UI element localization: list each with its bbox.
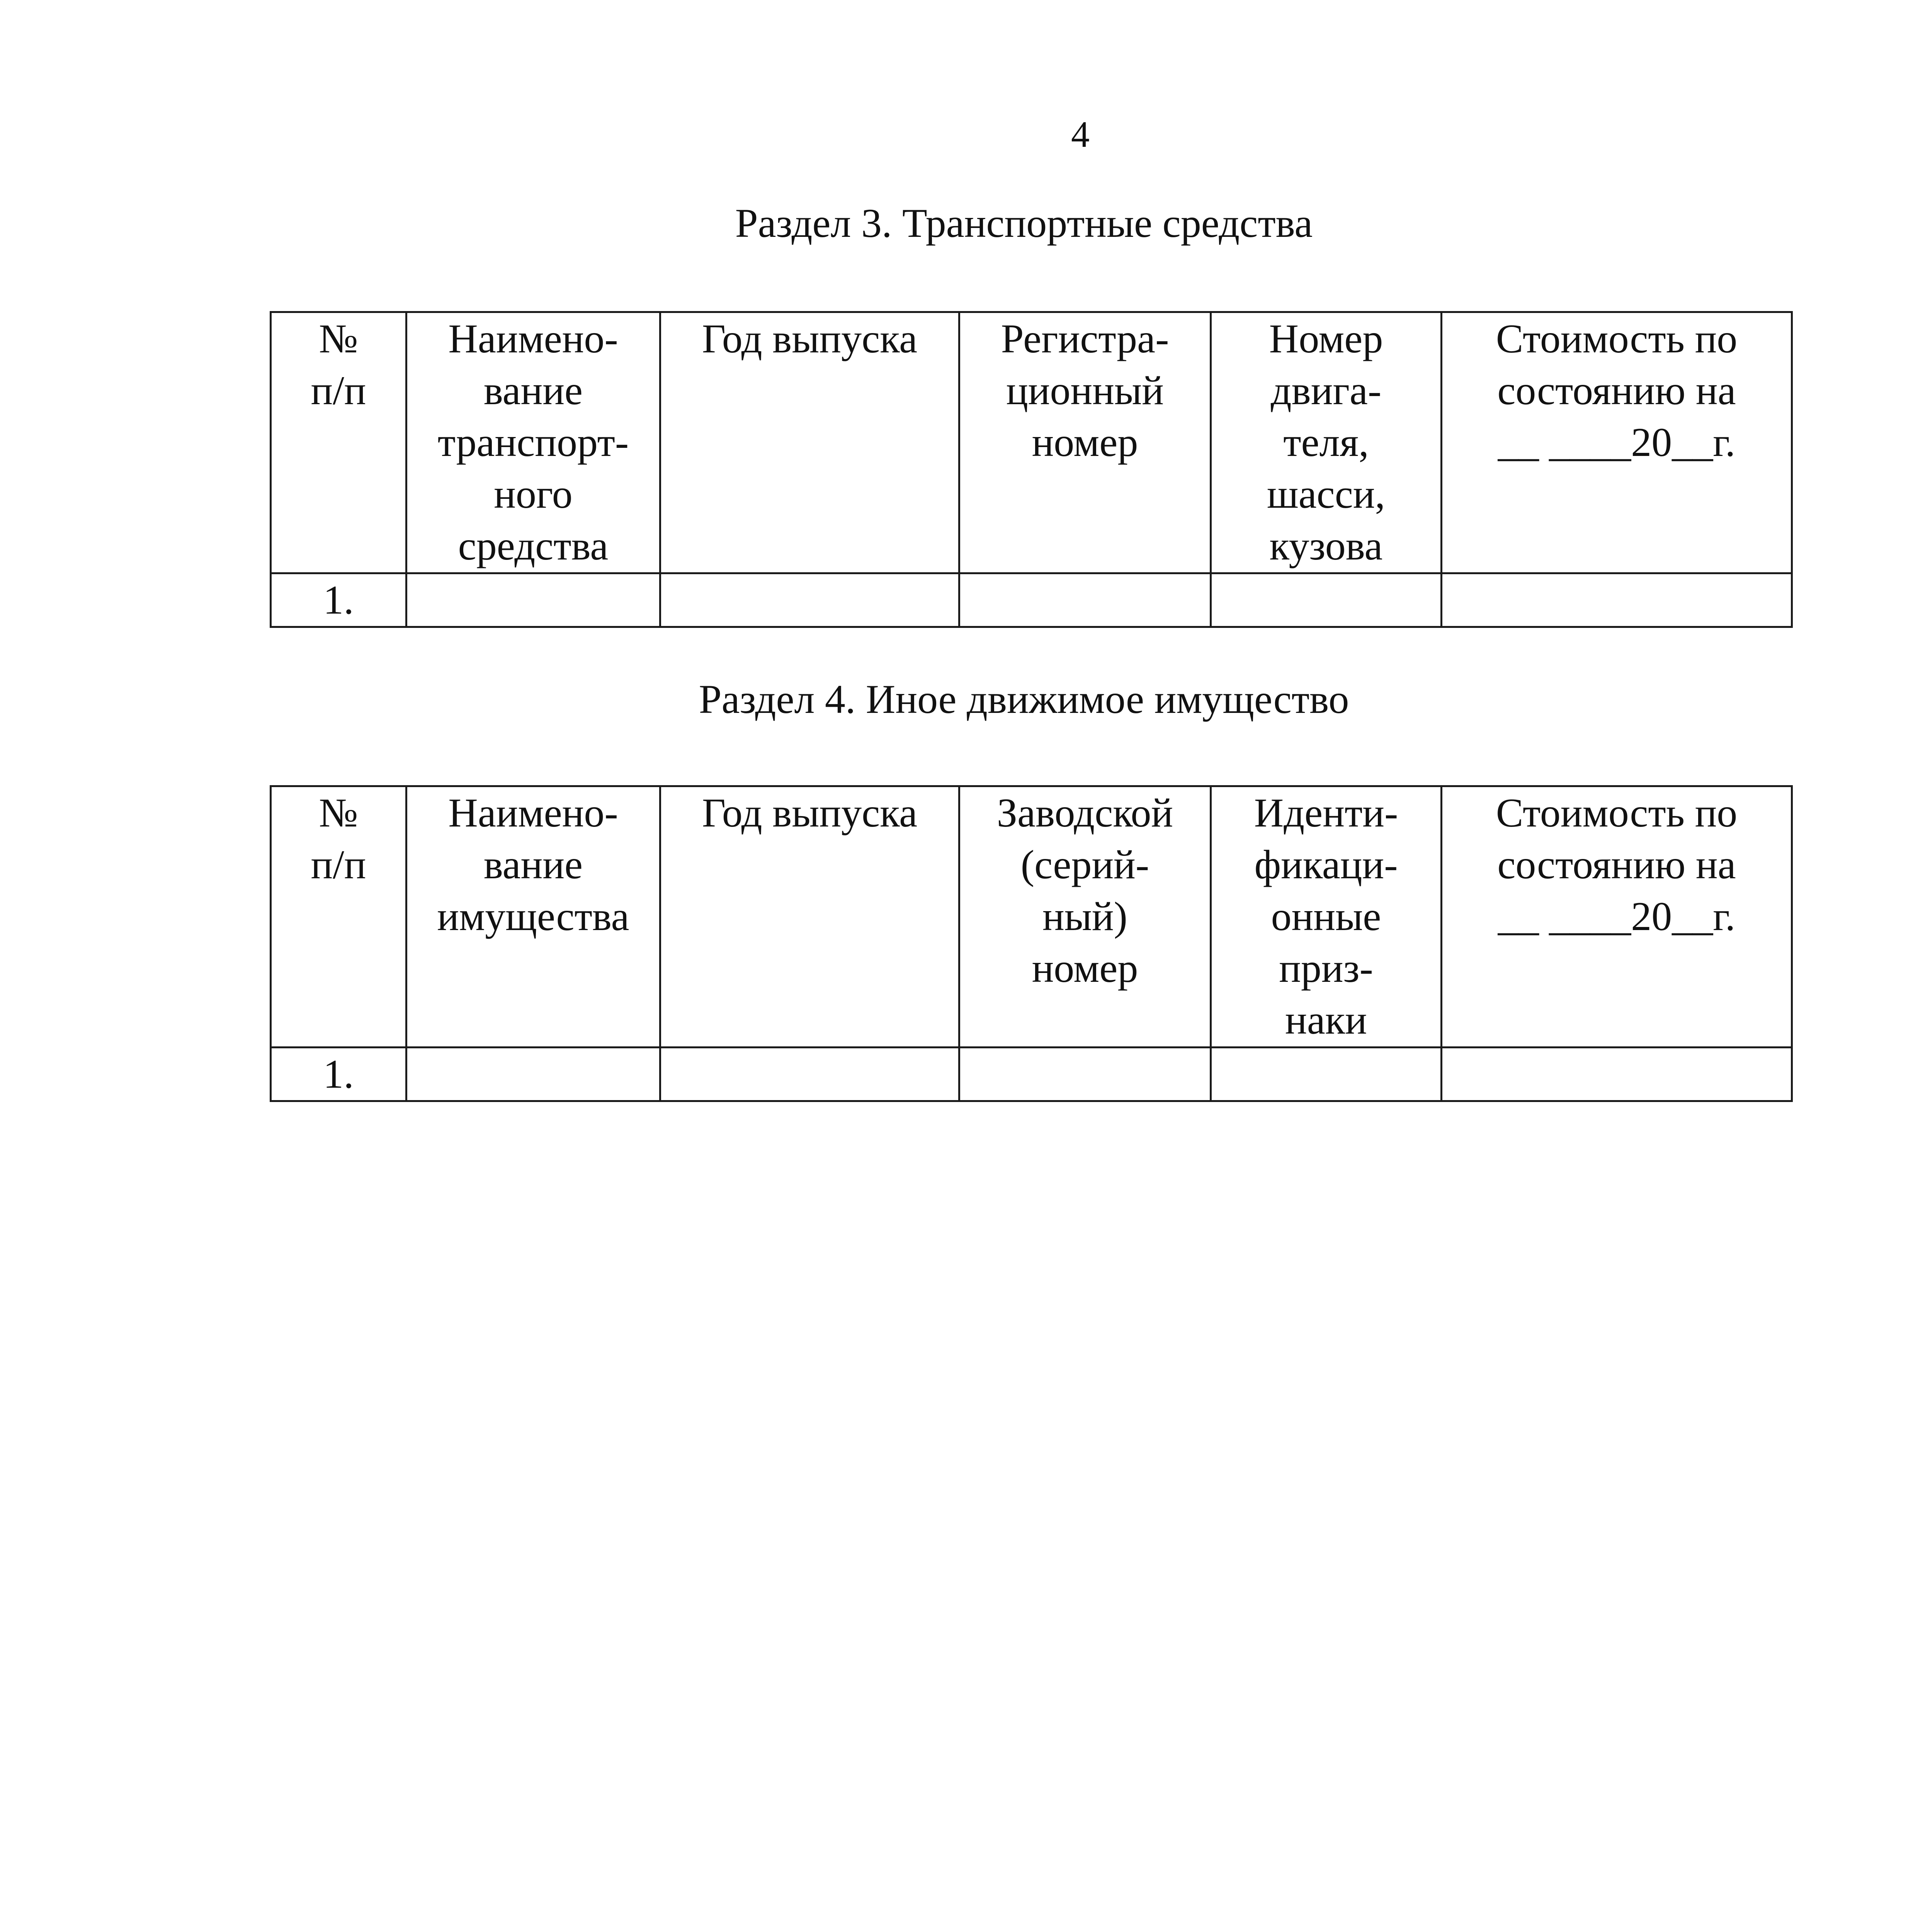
section-4-title: Раздел 4. Иное движимое имущество bbox=[699, 677, 1349, 722]
movable-property-table bbox=[270, 785, 1793, 1102]
table-cell bbox=[959, 573, 1211, 627]
vehicles-table bbox=[270, 311, 1793, 628]
table-row bbox=[271, 1048, 1792, 1101]
col-header-number: № п/п bbox=[271, 312, 406, 573]
table-cell bbox=[660, 1048, 959, 1101]
col-header-cost: Стоимость по состоянию на __ ____20__г. bbox=[1442, 786, 1792, 1048]
col-header-registration-number: Регистра- ционный номер bbox=[959, 312, 1211, 573]
table-row bbox=[271, 573, 1792, 627]
col-header-year: Год выпуска bbox=[660, 312, 959, 573]
row-number-cell: 1. bbox=[271, 573, 406, 627]
col-header-serial-number: Заводской (серий- ный) номер bbox=[959, 786, 1211, 1048]
table-cell bbox=[406, 573, 660, 627]
table-header-row bbox=[271, 786, 1792, 1048]
col-header-cost: Стоимость по состоянию на __ ____20__г. bbox=[1442, 312, 1792, 573]
table-cell bbox=[959, 1048, 1211, 1101]
table-cell bbox=[660, 573, 959, 627]
col-header-number: № п/п bbox=[271, 786, 406, 1048]
col-header-year: Год выпуска bbox=[660, 786, 959, 1048]
table-header-row bbox=[271, 312, 1792, 573]
col-header-engine-chassis-body: Номер двига- теля, шасси, кузова bbox=[1211, 312, 1442, 573]
page-number: 4 bbox=[1071, 114, 1090, 155]
col-header-identification-features: Иденти- фикаци- онные приз- наки bbox=[1211, 786, 1442, 1048]
table-cell bbox=[406, 1048, 660, 1101]
table-cell bbox=[1442, 573, 1792, 627]
section-3-title: Раздел 3. Транспортные средства bbox=[735, 201, 1313, 246]
table-cell bbox=[1442, 1048, 1792, 1101]
col-header-vehicle-name: Наимено- вание транспорт- ного средства bbox=[406, 312, 660, 573]
col-header-property-name: Наимено- вание имущества bbox=[406, 786, 660, 1048]
table-cell bbox=[1211, 1048, 1442, 1101]
table-cell bbox=[1211, 573, 1442, 627]
row-number-cell: 1. bbox=[271, 1048, 406, 1101]
